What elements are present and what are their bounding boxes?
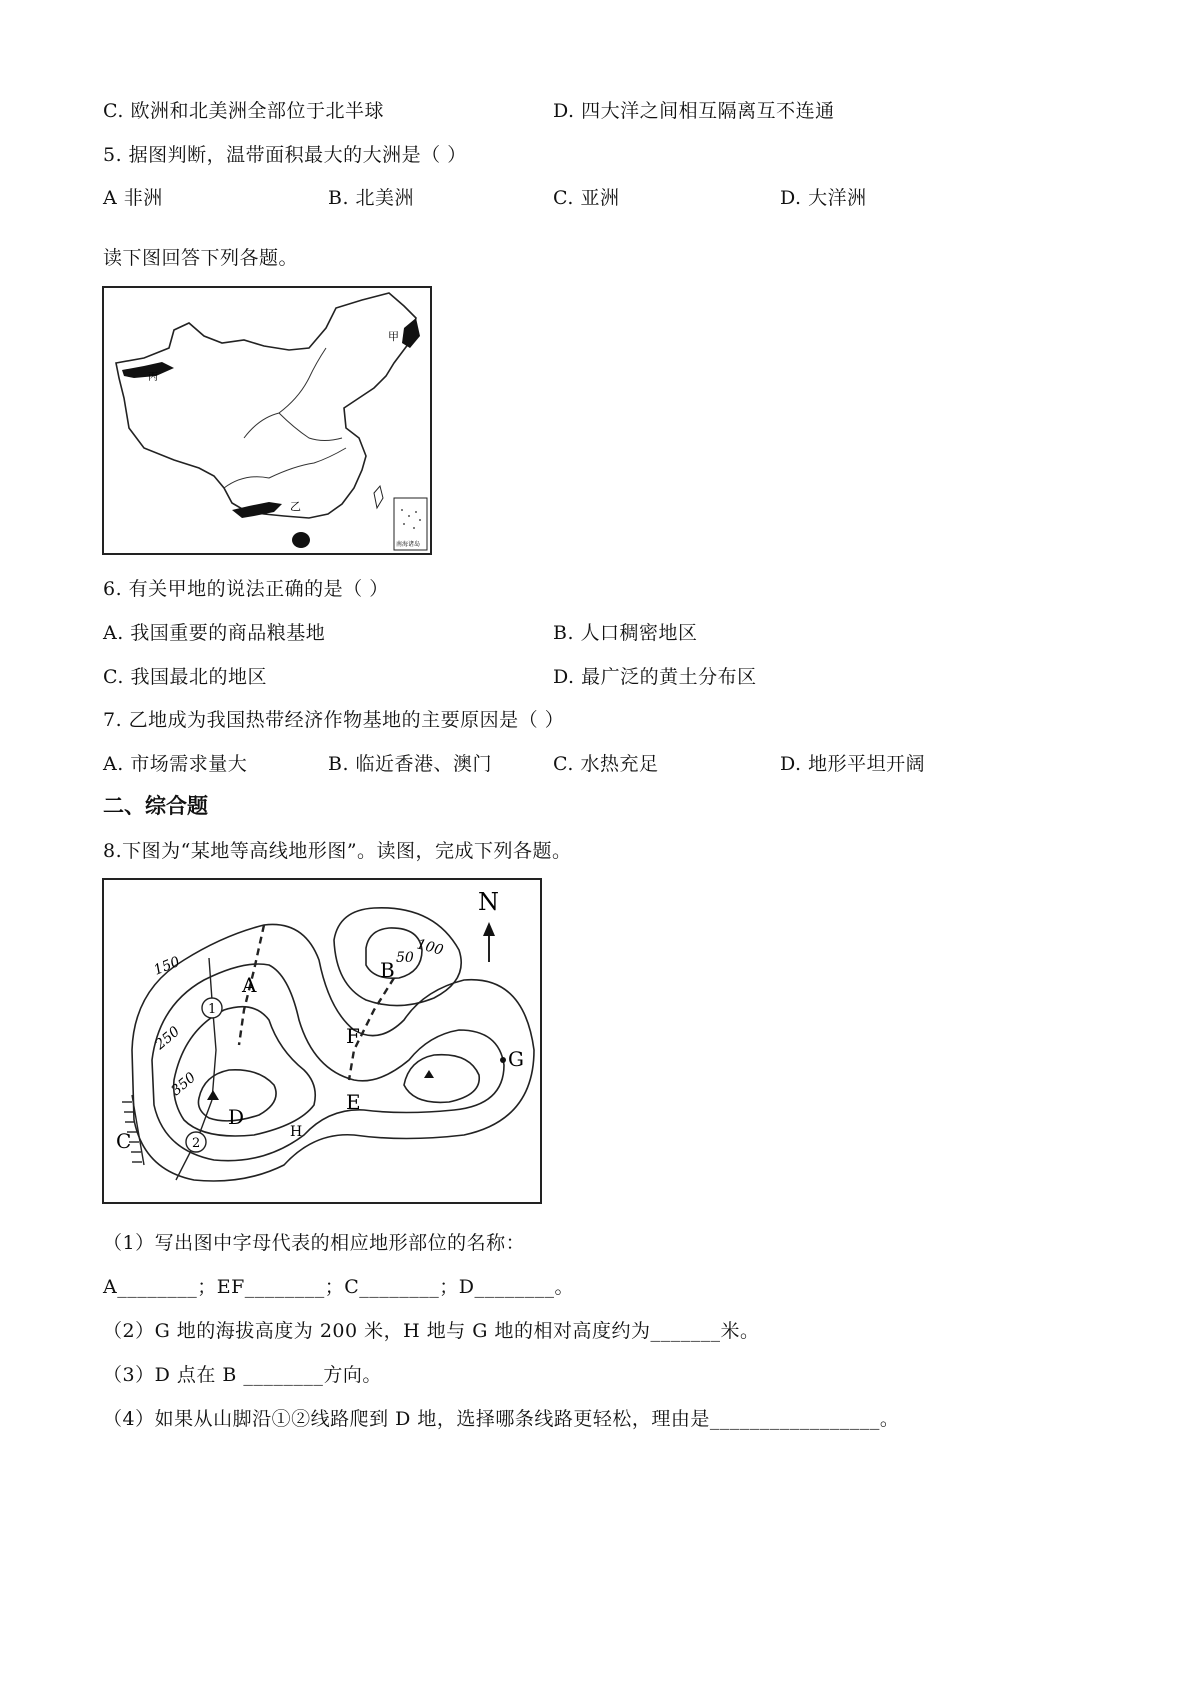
label-F: F (346, 1024, 360, 1048)
north-label: N (478, 888, 499, 916)
q5-option-c: C. 亚洲 (553, 187, 620, 209)
q8-sub1: （1）写出图中字母代表的相应地形部位的名称： (103, 1232, 526, 1254)
contour-150: 150 (151, 953, 183, 979)
contour-250: 250 (152, 1023, 184, 1054)
intro-text: 读下图回答下列各题。 (103, 247, 299, 269)
q5-option-d: D. 大洋洲 (780, 187, 867, 209)
q6-option-c: C. 我国最北的地区 (103, 666, 267, 688)
label-C: C (116, 1129, 132, 1153)
label-jia: 甲 (388, 330, 399, 343)
label-B: B (380, 958, 395, 982)
route-1-label: 1 (208, 1002, 217, 1017)
contour-map-figure (102, 878, 542, 1204)
label-D: D (228, 1105, 245, 1129)
q7-option-c: C. 水热充足 (553, 753, 659, 775)
q6-option-b: B. 人口稠密地区 (553, 622, 698, 644)
label-G: G (508, 1047, 524, 1071)
q4-option-d: D. 四大洋之间相互隔离互不连通 (553, 100, 835, 122)
contour-100: 100 (414, 936, 445, 959)
q7-stem: 7. 乙地成为我国热带经济作物基地的主要原因是（ ） (103, 709, 565, 731)
label-yi: 乙 (290, 500, 301, 513)
q6-option-a: A. 我国重要的商品粮基地 (103, 622, 326, 644)
contour-map-svg (104, 880, 540, 1202)
label-E: E (346, 1090, 361, 1114)
inset-label: 南海诸岛 (396, 541, 421, 548)
north-arrow-icon (483, 922, 495, 936)
q8-sub3: （3）D 点在 B ________方向。 (103, 1364, 382, 1386)
label-A: A (242, 973, 257, 997)
route-2-label: 2 (192, 1136, 201, 1151)
q7-option-b: B. 临近香港、澳门 (328, 753, 493, 775)
q5-option-a: A 非洲 (103, 187, 163, 209)
q8-sub2: （2）G 地的海拔高度为 200 米，H 地与 G 地的相对高度约为_______米。 (103, 1320, 760, 1342)
china-map-svg (104, 288, 430, 553)
section-title: 二、综合题 (103, 794, 208, 818)
contour-50: 50 (396, 950, 414, 966)
q5-option-b: B. 北美洲 (328, 187, 415, 209)
q5-stem: 5. 据图判断，温带面积最大的大洲是（ ） (103, 144, 467, 166)
label-H: H (290, 1124, 303, 1140)
q7-option-d: D. 地形平坦开阔 (780, 753, 926, 775)
q8-sub4: （4）如果从山脚沿①②线路爬到 D 地，选择哪条线路更轻松，理由是_________________。 (103, 1408, 900, 1430)
china-map-figure (102, 286, 432, 555)
q4-option-c: C. 欧洲和北美洲全部位于北半球 (103, 100, 384, 122)
q6-option-d: D. 最广泛的黄土分布区 (553, 666, 757, 688)
q8-stem: 8.下图为“某地等高线地形图”。读图，完成下列各题。 (103, 840, 572, 862)
q7-option-a: A. 市场需求量大 (103, 753, 248, 775)
q8-sub1-blanks: A________；EF________；C________；D________。 (103, 1276, 575, 1298)
q6-stem: 6. 有关甲地的说法正确的是（ ） (103, 578, 389, 600)
label-bing: 丙 (148, 372, 158, 383)
contour-350: 350 (168, 1069, 200, 1100)
